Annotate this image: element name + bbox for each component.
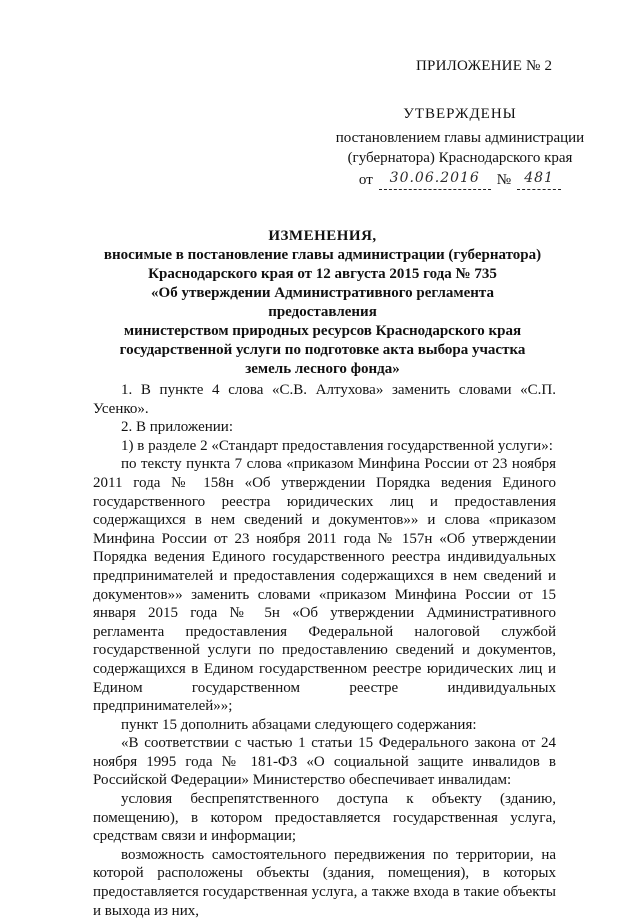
number-field bbox=[517, 171, 561, 190]
paragraph: «В соответствии с частью 1 статьи 15 Федерального закона от 24 ноября 1995 года № 181-ФЗ «О социальной защите инвалидов в Российской Федерации» Министерство обеспечивает инвалидам: bbox=[93, 735, 556, 789]
appendix-label: ПРИЛОЖЕНИЕ № 2 bbox=[416, 58, 553, 74]
title-line: земель лесного фонда» bbox=[245, 361, 400, 377]
document-title bbox=[95, 227, 550, 379]
title-main: ИЗМЕНЕНИЯ, bbox=[268, 228, 377, 244]
paragraph: условия беспрепятственного доступа к объекту (зданию, помещению), в котором предоставляется государственная услуга, средствам связи и информации; bbox=[93, 791, 556, 845]
title-line: Краснодарского края от 12 августа 2015 года № 735 bbox=[148, 266, 497, 282]
title-line: министерством природных ресурсов Краснодарского края bbox=[123, 323, 522, 339]
approval-heading: УТВЕРЖДЕНЫ bbox=[403, 106, 517, 122]
document-body bbox=[93, 381, 556, 920]
paragraph: 1) в разделе 2 «Стандарт предоставления государственной услуги»: bbox=[121, 437, 553, 454]
approval-line-2: (губернатора) Краснодарского края bbox=[347, 150, 573, 166]
number-label: № bbox=[496, 172, 512, 188]
title-line: вносимые в постановление главы администрации (губернатора) bbox=[103, 247, 542, 263]
handwritten-number: 481 bbox=[524, 170, 554, 186]
title-line: государственной услуги по подготовке акта выбора участка bbox=[119, 342, 526, 358]
paragraph: 2. В приложении: bbox=[121, 419, 233, 436]
paragraph: по тексту пункта 7 слова «приказом Минфина России от 23 ноября 2011 года № 158н «Об утверждении Порядка ведения Единого государственного реестра юридических лиц и предоставления содержащихся в нем сведений и документов»» и слова «приказом Минфина России от 23 ноября 2011 года № 157н «Об утверждении Порядка ведения Единого государственного реестра индивидуальных предпринимателей и предоставления содержащихся в нем сведений и документов»» заменить словами «приказом Минфина России от 15 января 2015 года № 5н «Об утверждении Административного регламента предоставления Федеральной налоговой службой государственной услуги по предоставлению сведений и документов, содержащихся в Едином государственном реестре юридических лиц и Едином государственном реестре индивидуальных предпринимателей»»; bbox=[93, 456, 556, 715]
approval-block bbox=[330, 104, 590, 190]
paragraph: возможность самостоятельного передвижения по территории, на которой расположены объекты (здания, помещения), в которых предоставляется государственная услуга, а также входа в такие объекты и выхода из них, bbox=[93, 846, 556, 919]
approval-date-row bbox=[330, 170, 590, 190]
paragraph: 1. В пункте 4 слова «С.В. Алтухова» заменить словами «С.П. Усенко». bbox=[93, 382, 556, 417]
from-label: от bbox=[358, 172, 373, 188]
paragraph: пункт 15 дополнить абзацами следующего содержания: bbox=[121, 716, 477, 733]
approval-line-1: постановлением главы администрации bbox=[335, 130, 585, 146]
date-field bbox=[379, 171, 491, 190]
title-line: «Об утверждении Административного регламента предоставления bbox=[151, 285, 494, 320]
handwritten-date: 30.06.2016 bbox=[389, 170, 480, 186]
